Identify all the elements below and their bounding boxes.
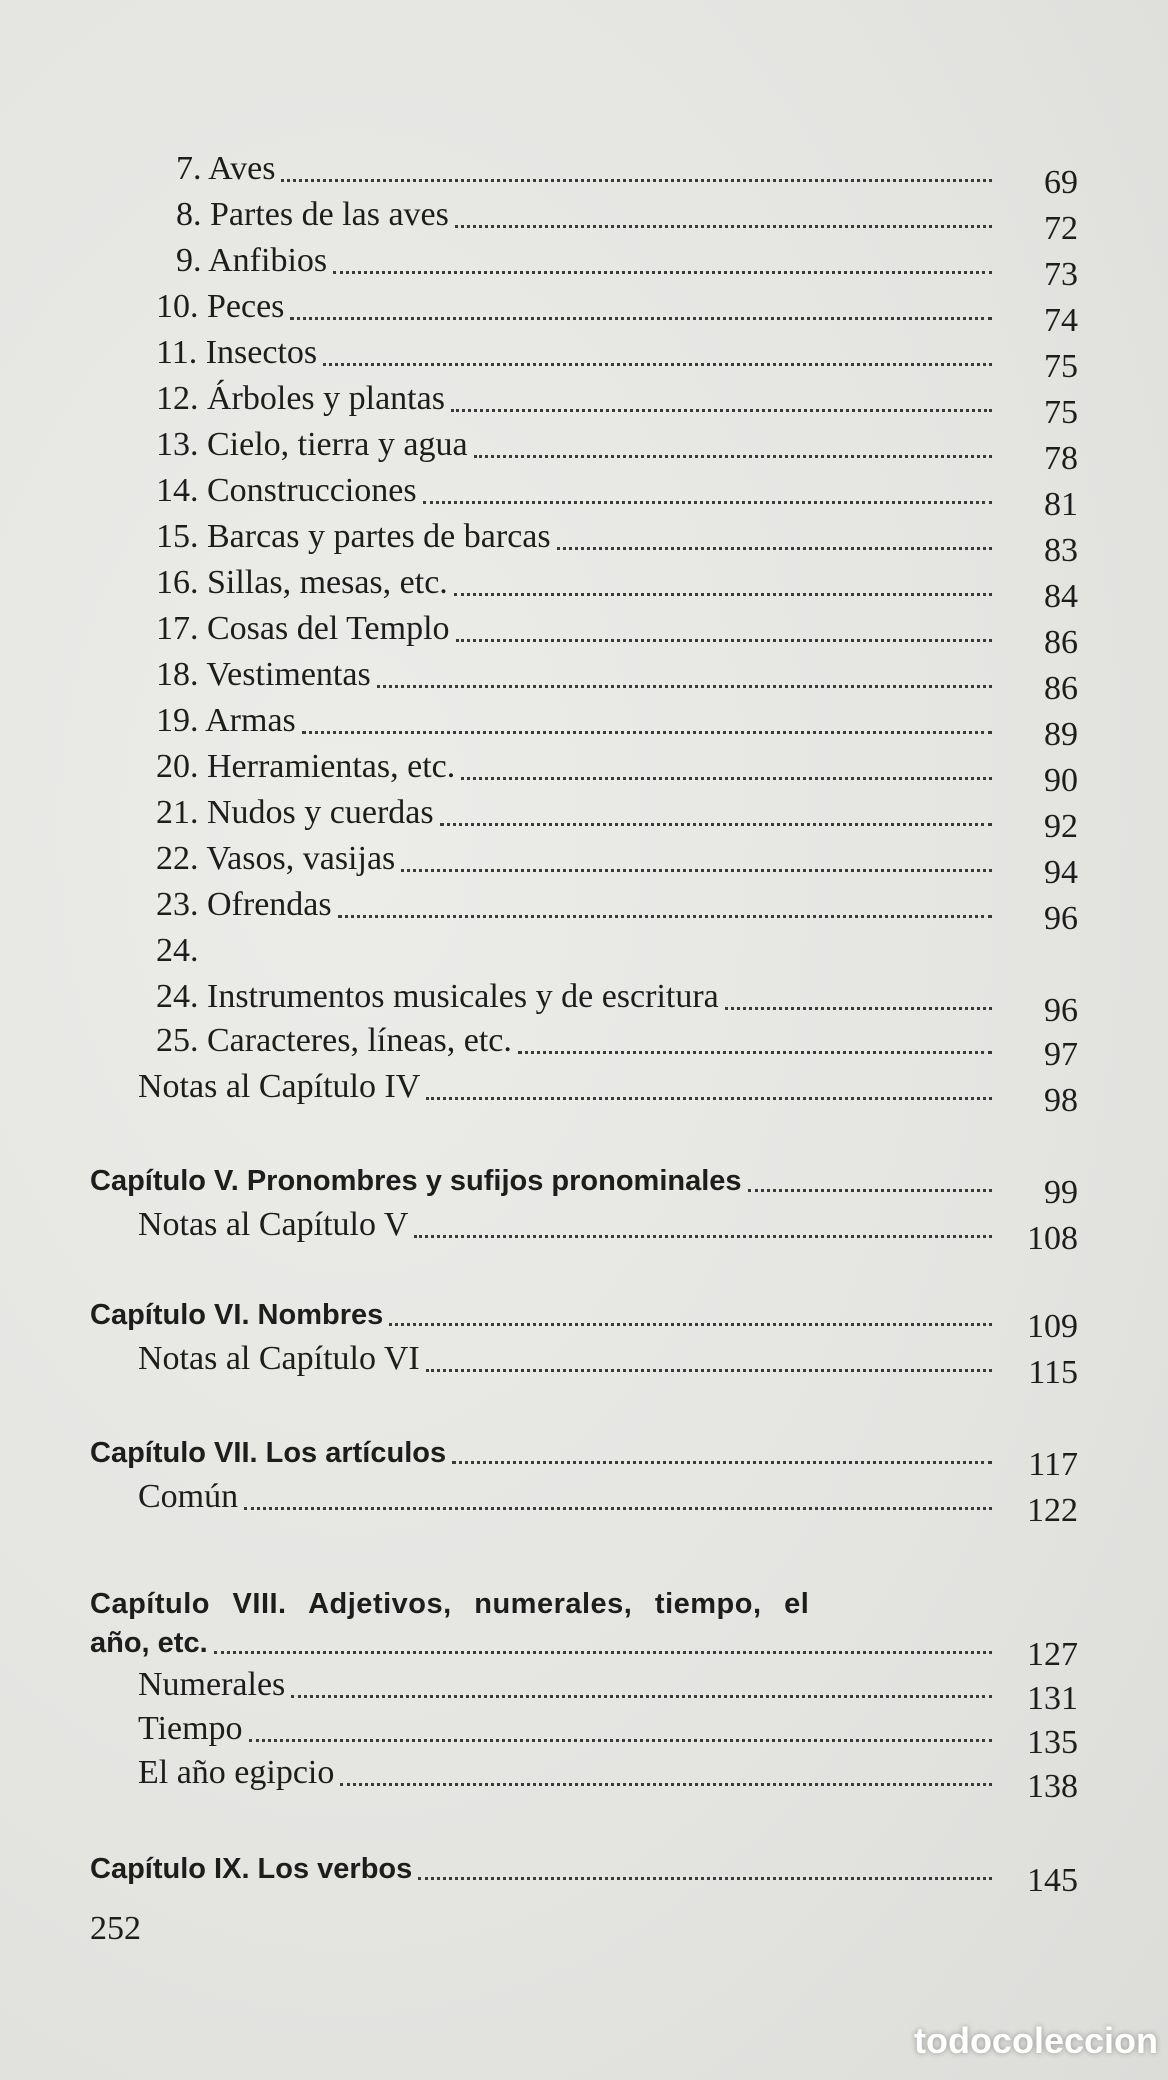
toc-entry (176, 140, 1078, 201)
blank-leader (205, 934, 993, 964)
toc-entry-label: Numerales (138, 1666, 286, 1703)
dot-leader (377, 655, 992, 688)
toc-entry-label: 11. Insectos (156, 334, 318, 371)
toc-entry (138, 1330, 1078, 1391)
dot-leader (340, 1753, 992, 1786)
toc-entry-label: 23. Ofrendas (156, 886, 332, 923)
toc-entry-label: 12. Árboles y plantas (156, 380, 445, 417)
dot-leader (338, 885, 992, 918)
toc-entry (156, 922, 1078, 968)
toc-entry-label: 22. Vasos, vasijas (156, 840, 396, 877)
toc-entry (156, 324, 1078, 385)
toc-entry-page: 131 (1027, 1680, 1078, 1717)
toc-chapter-label: Capítulo V. Pronombres y sufijos pronominales (90, 1165, 742, 1197)
toc-entry (156, 554, 1078, 615)
dot-leader (290, 287, 992, 320)
dot-leader (418, 1847, 992, 1880)
toc-entry (156, 968, 1078, 1029)
dot-leader (291, 1665, 992, 1698)
toc-entry-page: 122 (1027, 1492, 1078, 1529)
toc-entry-page: 138 (1027, 1768, 1078, 1805)
dot-leader (454, 563, 992, 596)
toc-entry-page: 97 (1044, 1036, 1078, 1073)
dot-leader (389, 1293, 992, 1326)
toc-chapter-viii-first-line: Capítulo VIII. Adjetivos, numerales, tiempo, el (90, 1588, 810, 1620)
toc-entry (156, 646, 1078, 707)
toc-entry-page: 90 (1044, 762, 1078, 799)
toc-entry-label: 20. Herramientas, etc. (156, 748, 456, 785)
dot-leader (423, 471, 992, 504)
toc-entry (176, 232, 1078, 293)
toc-entry (156, 416, 1078, 477)
dot-leader (455, 195, 992, 228)
dot-leader (518, 1021, 992, 1054)
toc-entry (138, 1058, 1078, 1119)
dot-leader (244, 1477, 992, 1510)
toc-entry-page: 98 (1044, 1082, 1078, 1119)
toc-entry-label: 18. Vestimentas (156, 656, 371, 693)
toc-entry (156, 876, 1078, 937)
dot-leader (302, 701, 992, 734)
toc-entry-page: 86 (1044, 624, 1078, 661)
toc-entry-page: 89 (1044, 716, 1078, 753)
toc-entry (138, 1196, 1078, 1257)
toc-entry-page: 78 (1044, 440, 1078, 477)
toc-entry-page: 73 (1044, 256, 1078, 293)
dot-leader (333, 241, 992, 274)
toc-chapter-page: 109 (1027, 1308, 1078, 1345)
toc-entry-label: 7. Aves (176, 150, 276, 187)
toc-entry-page: 84 (1044, 578, 1078, 615)
dot-leader (440, 793, 992, 826)
toc-entry-page: 96 (1044, 900, 1078, 937)
page-number: 252 (90, 1910, 141, 1947)
toc-entry-page: 94 (1044, 854, 1078, 891)
toc-entry-label: 24. Instrumentos musicales y de escritura (156, 978, 719, 1015)
dot-leader (725, 977, 992, 1010)
toc-entry-label: El año egipcio (138, 1754, 335, 1791)
toc-entry-label: 10. Peces (156, 288, 285, 325)
toc-entry-label: Notas al Capítulo V (138, 1206, 409, 1243)
toc-chapter (90, 1612, 1078, 1673)
toc-chapter-page: 145 (1027, 1862, 1078, 1899)
dot-leader (249, 1709, 992, 1742)
toc-chapter (90, 1150, 1078, 1211)
toc-entry-label: Tiempo (138, 1710, 243, 1747)
toc-entry-label: Común (138, 1478, 239, 1515)
toc-entry (156, 738, 1078, 799)
toc-entry-page: 75 (1044, 348, 1078, 385)
watermark-text: todocoleccion (913, 2020, 1158, 2061)
toc-entry (156, 508, 1078, 569)
toc-entry (156, 278, 1078, 339)
toc-chapter (90, 1422, 1078, 1483)
toc-entry (138, 1656, 1078, 1717)
toc-entry (156, 370, 1078, 431)
toc-entry-label: 9. Anfibios (176, 242, 328, 279)
toc-chapter-label: Capítulo IX. Los verbos (90, 1853, 413, 1885)
toc-entry-label: 25. Caracteres, líneas, etc. (156, 1022, 512, 1059)
toc-chapter (90, 1284, 1078, 1345)
toc-entry (156, 830, 1078, 891)
toc-entry-page: 96 (1044, 992, 1078, 1029)
toc-entry-label: Notas al Capítulo IV (138, 1068, 421, 1105)
toc-entry-label: 17. Cosas del Templo (156, 610, 450, 647)
dot-leader (456, 609, 992, 642)
toc-entry-page: 74 (1044, 302, 1078, 339)
toc-entry (156, 692, 1078, 753)
dot-leader (748, 1159, 992, 1192)
toc-entry-label: 13. Cielo, tierra y agua (156, 426, 468, 463)
dot-leader (557, 517, 992, 550)
toc-entry (138, 1468, 1078, 1529)
toc-entry (176, 186, 1078, 247)
toc-entry (156, 784, 1078, 845)
toc-entry-page: 108 (1027, 1220, 1078, 1257)
toc-entry (138, 1744, 1078, 1805)
toc-entry-page: 69 (1044, 164, 1078, 201)
dot-leader (281, 149, 992, 182)
dot-leader (426, 1067, 992, 1100)
toc-chapter-label: Capítulo VI. Nombres (90, 1299, 384, 1331)
toc-entry-page: 92 (1044, 808, 1078, 845)
toc-entry-label: 21. Nudos y cuerdas (156, 794, 434, 831)
dot-leader (323, 333, 992, 366)
toc-entry (138, 1700, 1078, 1761)
toc-entry-page: 72 (1044, 210, 1078, 247)
toc-entry-page: 81 (1044, 486, 1078, 523)
toc-entry (156, 462, 1078, 523)
toc-entry-page: 86 (1044, 670, 1078, 707)
toc-entry-label: 8. Partes de las aves (176, 196, 449, 233)
toc-entry-page: 75 (1044, 394, 1078, 431)
dot-leader (452, 1431, 992, 1464)
toc-chapter-label: Capítulo VII. Los artículos (90, 1437, 447, 1469)
toc-entry (156, 600, 1078, 661)
toc-chapter-page: 127 (1027, 1636, 1078, 1673)
toc-chapter-page: 99 (1044, 1174, 1078, 1211)
dot-leader (401, 839, 992, 872)
toc-entry-label: 16. Sillas, mesas, etc. (156, 564, 448, 601)
toc-entry-label: 14. Construcciones (156, 472, 417, 509)
toc-entry-page: 135 (1027, 1724, 1078, 1761)
dot-leader (414, 1205, 992, 1238)
toc-entry-label: Notas al Capítulo VI (138, 1340, 420, 1377)
dot-leader (461, 747, 992, 780)
toc-entry (156, 1012, 1078, 1073)
toc-chapter (90, 1838, 1078, 1899)
dot-leader (426, 1339, 992, 1372)
toc-chapter-label: año, etc. (90, 1627, 208, 1659)
toc-chapter-page: 117 (1028, 1446, 1078, 1483)
toc-entry-label: 19. Armas (156, 702, 296, 739)
toc-entry-page: 115 (1028, 1354, 1078, 1391)
toc-entry-label: 15. Barcas y partes de barcas (156, 518, 551, 555)
toc-entry-label: 24. (156, 932, 199, 969)
dot-leader (214, 1621, 992, 1654)
dot-leader (474, 425, 992, 458)
toc-entry-page: 83 (1044, 532, 1078, 569)
dot-leader (451, 379, 992, 412)
